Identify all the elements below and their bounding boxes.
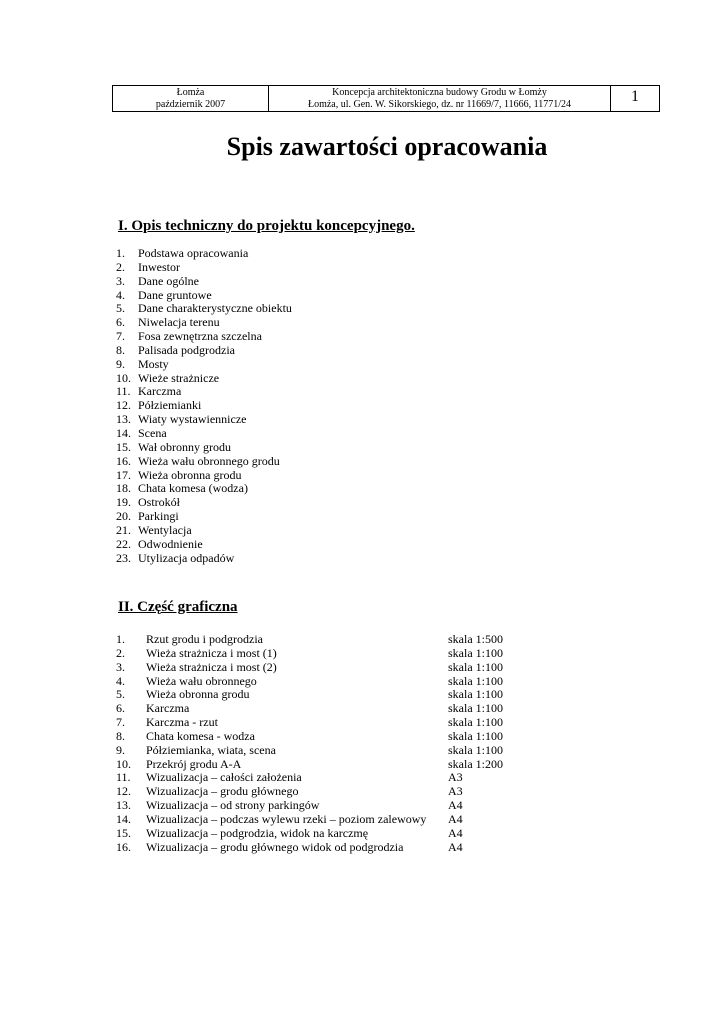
- list-item-text: Dane ogólne: [138, 273, 199, 288]
- list-item-text: Wizualizacja – grodu głównego widok od podgrodzia: [146, 839, 404, 854]
- list-item-number: 1.: [116, 246, 125, 260]
- list-item-scale: A4: [448, 798, 463, 813]
- list-item-scale: skala 1:100: [448, 673, 503, 688]
- list-item-number: 16.: [116, 839, 131, 854]
- list-item-scale: A4: [448, 811, 463, 826]
- list-item-text: Inwestor: [138, 259, 180, 274]
- list-item-number: 15.: [116, 439, 131, 454]
- list-item-scale: skala 1:100: [448, 687, 503, 702]
- list-item-scale: skala 1:200: [448, 756, 503, 771]
- list-item-text: Wieża strażnicza i most (2): [146, 659, 277, 674]
- list-item-number: 3.: [116, 273, 125, 288]
- list-item-text: Wizualizacja – całości założenia: [146, 770, 302, 785]
- list-item-number: 10.: [116, 756, 131, 771]
- list-item-text: Wieża obronna grodu: [146, 687, 250, 702]
- list-item-text: Półziemianka, wiata, scena: [146, 742, 276, 757]
- header-project-info: [269, 86, 611, 111]
- list-item-text: Chata komesa - wodza: [146, 728, 255, 743]
- list-item-number: 5.: [116, 687, 125, 702]
- list-item-text: Wał obronny grodu: [138, 439, 232, 454]
- list-item-text: Wieża wału obronnego: [146, 673, 257, 688]
- section-technical-heading: I. Opis techniczny do projektu koncepcyjnego.: [118, 218, 415, 234]
- list-item-number: 14.: [116, 425, 131, 440]
- header-page-number: 1: [631, 88, 639, 105]
- list-item-number: 14.: [116, 811, 131, 826]
- section-graphic-heading: II. Część graficzna: [118, 599, 238, 615]
- list-item-text: Karczma: [146, 701, 190, 716]
- list-item-text: Odwodnienie: [138, 536, 203, 551]
- list-item-text: Wieża obronna grodu: [138, 467, 242, 482]
- list-item-number: 8.: [116, 342, 125, 357]
- page-title: Spis zawartości opracowania: [226, 132, 548, 161]
- list-item-text: Wiaty wystawiennicze: [138, 412, 247, 427]
- list-item-text: Mosty: [138, 356, 169, 371]
- list-item-number: 10.: [116, 370, 131, 385]
- list-item-text: Ostrokół: [138, 495, 180, 510]
- list-item-number: 11.: [116, 770, 131, 785]
- list-item-scale: skala 1:100: [448, 701, 503, 716]
- list-item-number: 4.: [116, 673, 125, 688]
- header-city: Łomża: [176, 87, 205, 98]
- list-item-number: 13.: [116, 798, 131, 813]
- list-item-text: Rzut grodu i podgrodzia: [146, 632, 263, 646]
- list-item-scale: skala 1:100: [448, 645, 503, 660]
- list-item-number: 12.: [116, 398, 131, 413]
- list-item-number: 12.: [116, 784, 131, 799]
- list-item-number: 18.: [116, 481, 131, 496]
- header-project-address: Łomża, ul. Gen. W. Sikorskiego, dz. nr 11669/7, 11666, 11771/24: [307, 99, 572, 110]
- list-item-number: 15.: [116, 825, 131, 840]
- list-item-number: 19.: [116, 495, 131, 510]
- list-item-scale: skala 1:100: [448, 728, 503, 743]
- list-item-number: 17.: [116, 467, 131, 482]
- list-item-scale: skala 1:100: [448, 659, 503, 674]
- list-item-text: Wieża wału obronnego grodu: [138, 453, 280, 468]
- list-item-number: 7.: [116, 715, 125, 730]
- list-item-text: Utylizacja odpadów: [138, 550, 235, 565]
- list-item-number: 20.: [116, 509, 131, 524]
- list-item-scale: skala 1:500: [448, 632, 503, 646]
- list-item-text: Palisada podgrodzia: [138, 342, 235, 357]
- list-item-number: 22.: [116, 536, 131, 551]
- document-header-table: [112, 85, 660, 112]
- list-item-text: Wentylacja: [138, 522, 192, 537]
- list-item-number: 11.: [116, 384, 131, 399]
- list-item-number: 6.: [116, 315, 125, 330]
- list-item-scale: A3: [448, 784, 463, 799]
- list-item-text: Wieża strażnicza i most (1): [146, 645, 277, 660]
- list-item-text: Karczma - rzut: [146, 715, 218, 730]
- header-project-title: Koncepcja architektoniczna budowy Grodu w Łomży: [332, 87, 547, 98]
- list-item-number: 6.: [116, 701, 125, 716]
- list-item-text: Półziemianki: [138, 398, 202, 413]
- list-item-number: 4.: [116, 287, 125, 302]
- list-item-text: Parkingi: [138, 509, 179, 524]
- header-date: październik 2007: [155, 99, 226, 110]
- list-item-number: 5.: [116, 301, 125, 316]
- list-item-text: Wizualizacja – grodu głównego: [146, 784, 299, 799]
- list-item-text: Karczma: [138, 384, 182, 399]
- list-item-text: Wizualizacja – podczas wylewu rzeki – poziom zalewowy: [146, 811, 427, 826]
- list-item-number: 16.: [116, 453, 131, 468]
- list-item-number: 2.: [116, 259, 125, 274]
- list-item-scale: A3: [448, 770, 463, 785]
- list-item-text: Chata komesa (wodza): [138, 481, 248, 496]
- list-item-text: Dane gruntowe: [138, 287, 212, 302]
- list-item-scale: A4: [448, 825, 463, 840]
- list-item-scale: skala 1:100: [448, 742, 503, 757]
- list-item-number: 1.: [116, 632, 125, 646]
- list-item-number: 21.: [116, 522, 131, 537]
- list-item-number: 9.: [116, 356, 125, 371]
- list-item-number: 9.: [116, 742, 125, 757]
- list-item-number: 8.: [116, 728, 125, 743]
- list-item-text: Niwelacja terenu: [138, 315, 220, 330]
- list-item-number: 2.: [116, 645, 125, 660]
- list-item-text: Wizualizacja – od strony parkingów: [146, 798, 320, 813]
- list-item-number: 3.: [116, 659, 125, 674]
- list-item-text: Podstawa opracowania: [138, 246, 249, 260]
- list-item-text: Fosa zewnętrzna szczelna: [138, 329, 262, 344]
- list-item-text: Przekrój grodu A-A: [146, 756, 242, 771]
- list-item-text: Dane charakterystyczne obiektu: [138, 301, 292, 316]
- list-item-text: Wizualizacja – podgrodzia, widok na karczmę: [146, 825, 369, 840]
- list-item-number: 7.: [116, 329, 125, 344]
- list-item-scale: skala 1:100: [448, 715, 503, 730]
- list-item-number: 23.: [116, 550, 131, 565]
- header-location-date: [113, 86, 269, 111]
- list-item-number: 13.: [116, 412, 131, 427]
- list-item-scale: A4: [448, 839, 463, 854]
- list-item-text: Wieże strażnicze: [138, 370, 220, 385]
- list-item-text: Scena: [138, 425, 167, 440]
